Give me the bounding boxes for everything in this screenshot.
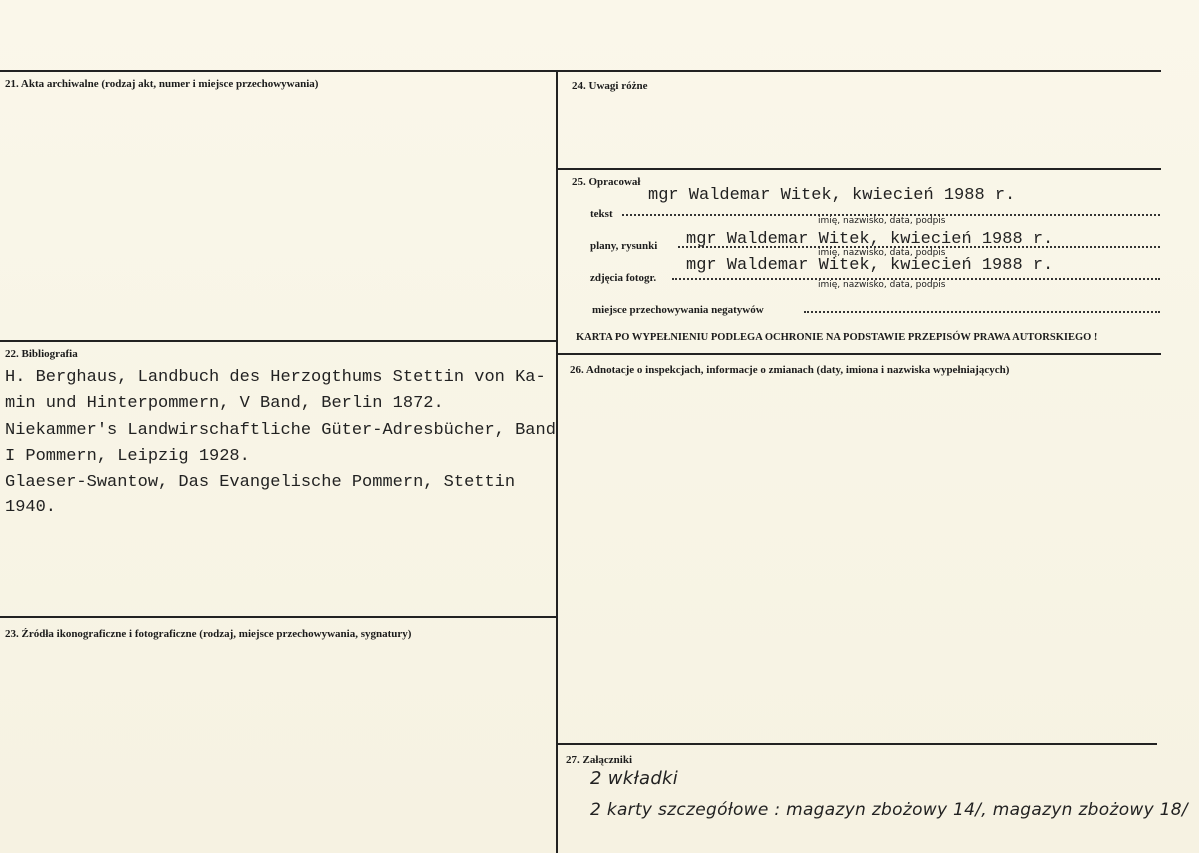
section-24-label: 24. Uwagi różne — [572, 80, 648, 92]
text-row-hint: imię, nazwisko, data, podpis — [818, 216, 946, 226]
bibliography-line: 1940. — [5, 498, 57, 517]
section-26-label: 26. Adnotacje o inspekcjach, informacje o zmianach (daty, imiona i nazwiska wypełniających) — [570, 364, 1010, 376]
bibliography-line: min und Hinterpommern, V Band, Berlin 1872. — [5, 394, 444, 413]
bibliography-line: H. Berghaus, Landbuch des Herzogthums Stettin von Ka- — [5, 368, 546, 387]
section-25-label: 25. Opracował — [572, 176, 641, 188]
plans-author-value: mgr Waldemar Witek, kwiecień 1988 r. — [686, 230, 1054, 249]
rule-22-23 — [0, 616, 557, 618]
attachment-item: 2 wkładki — [590, 768, 679, 789]
text-author-value: mgr Waldemar Witek, kwiecień 1988 r. — [648, 186, 1016, 205]
attachment-item: 2 karty szczegółowe : magazyn zbożowy 14/, magazyn zbożowy 18/ — [590, 800, 1188, 820]
negatives-dotted-line — [804, 311, 1160, 313]
bibliography-line: Glaeser-Swantow, Das Evangelische Pommern, Stettin — [5, 473, 516, 492]
photos-row-label: zdjęcia fotogr. — [590, 272, 657, 284]
rule-21-22 — [0, 340, 557, 342]
top-rule — [0, 70, 1161, 72]
bibliography-line: Niekammer's Landwirschaftliche Güter-Adresbücher, Band — [5, 421, 556, 440]
copyright-notice: KARTA PO WYPEŁNIENIU PODLEGA OCHRONIE NA PODSTAWIE PRZEPISÓW PRAWA AUTORSKIEGO ! — [576, 332, 1098, 343]
section-21-label: 21. Akta archiwalne (rodzaj akt, numer i miejsce przechowywania) — [5, 78, 319, 90]
center-divider — [556, 70, 558, 853]
photos-row-hint: imię, nazwisko, data, podpis — [818, 280, 946, 290]
rule-26-27 — [557, 743, 1157, 745]
rule-25-26 — [557, 353, 1161, 355]
negatives-label: miejsce przechowywania negatywów — [592, 304, 764, 316]
rule-24-25 — [557, 168, 1161, 170]
section-27-label: 27. Załączniki — [566, 754, 633, 766]
section-22-label: 22. Bibliografia — [5, 348, 78, 360]
photos-author-value: mgr Waldemar Witek, kwiecień 1988 r. — [686, 256, 1054, 275]
plans-row-hint: imię, nazwisko, data, podpis — [818, 248, 946, 258]
text-row-label: tekst — [590, 208, 613, 220]
section-23-label: 23. Źródła ikonograficzne i fotograficzne (rodzaj, miejsce przechowywania, sygnatury) — [5, 628, 412, 640]
bibliography-line: I Pommern, Leipzig 1928. — [5, 447, 250, 466]
plans-row-label: plany, rysunki — [590, 240, 658, 252]
